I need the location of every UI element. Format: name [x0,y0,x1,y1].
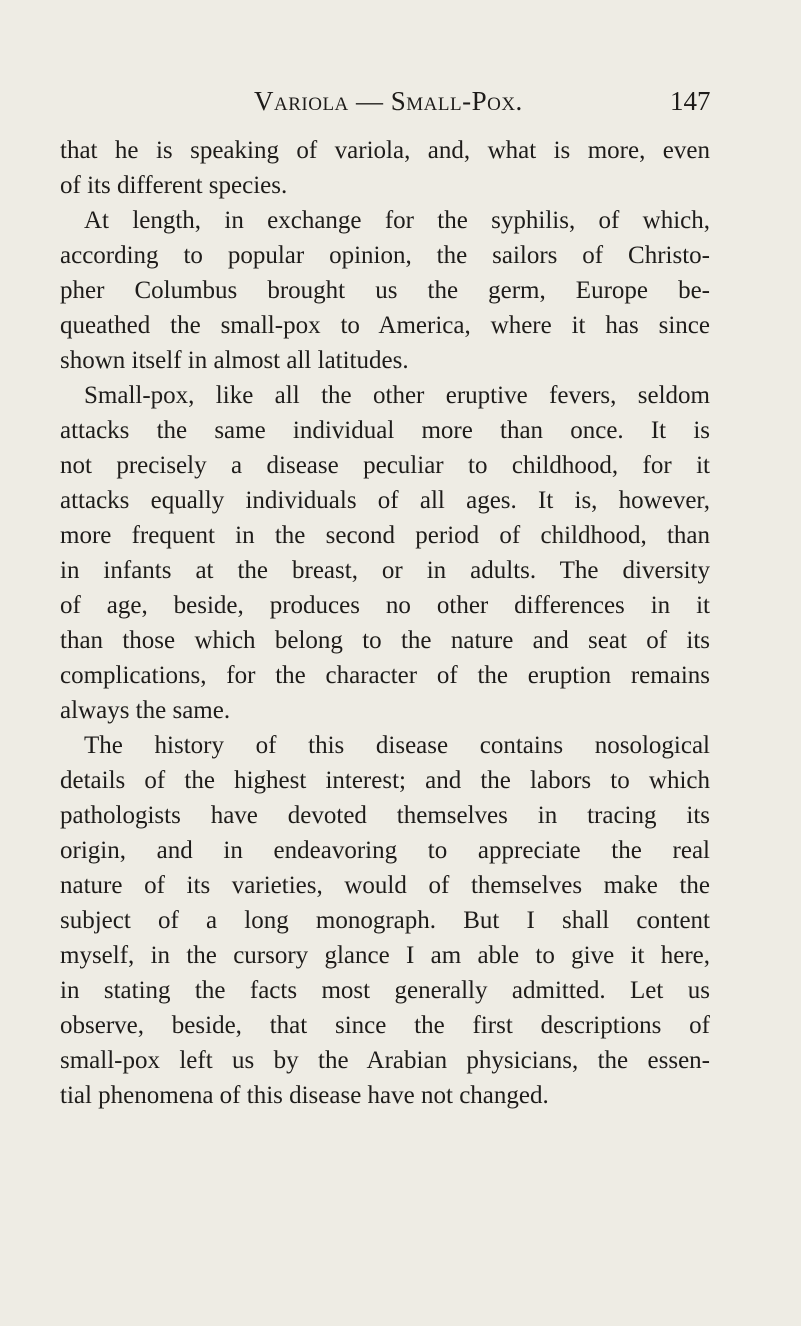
running-title: Variola — Small-Pox. [254,86,523,116]
text-line: shown itself in almost all latitudes. [60,347,409,374]
text-line: of age, beside, produces no other differences in it [60,592,710,619]
text-line: small-pox left us by the Arabian physicians, the essen- [60,1047,710,1074]
text-line: nature of its varieties, would of themselves make the [60,872,710,899]
text-line: in infants at the breast, or in adults. The diversity [60,557,710,584]
text-line: in stating the facts most generally admitted. Let us [60,977,710,1004]
running-head [0,86,801,126]
text-line: observe, beside, that since the first descriptions of [60,1012,710,1039]
text-line: than those which belong to the nature and seat of its [60,627,710,654]
text-line: queathed the small-pox to America, where it has since [60,312,710,339]
text-line: attacks the same individual more than once. It is [60,417,710,444]
text-line: tial phenomena of this disease have not changed. [60,1082,549,1109]
text-line: always the same. [60,697,231,724]
text-line: Small-pox, like all the other eruptive fevers, seldom [84,382,710,409]
text-line: myself, in the cursory glance I am able to give it here, [60,942,710,969]
text-line: pher Columbus brought us the germ, Europe be- [60,277,710,304]
text-line: details of the highest interest; and the labors to which [60,767,710,794]
text-line: complications, for the character of the eruption remains [60,662,710,689]
text-line: subject of a long monograph. But I shall content [60,907,710,934]
text-line: pathologists have devoted themselves in tracing its [60,802,710,829]
text-line: that he is speaking of variola, and, what is more, even [60,137,710,164]
text-line: attacks equally individuals of all ages. It is, however, [60,487,710,514]
text-line: origin, and in endeavoring to appreciate the real [60,837,710,864]
text-line: At length, in exchange for the syphilis, of which, [84,207,710,234]
text-line: The history of this disease contains nosological [84,732,710,759]
text-line: not precisely a disease peculiar to childhood, for it [60,452,710,479]
text-line: according to popular opinion, the sailors of Christo- [60,242,710,269]
body-text [60,133,710,1113]
text-line: of its different species. [60,172,288,199]
text-line: more frequent in the second period of childhood, than [60,522,710,549]
page-number: 147 [670,86,711,116]
